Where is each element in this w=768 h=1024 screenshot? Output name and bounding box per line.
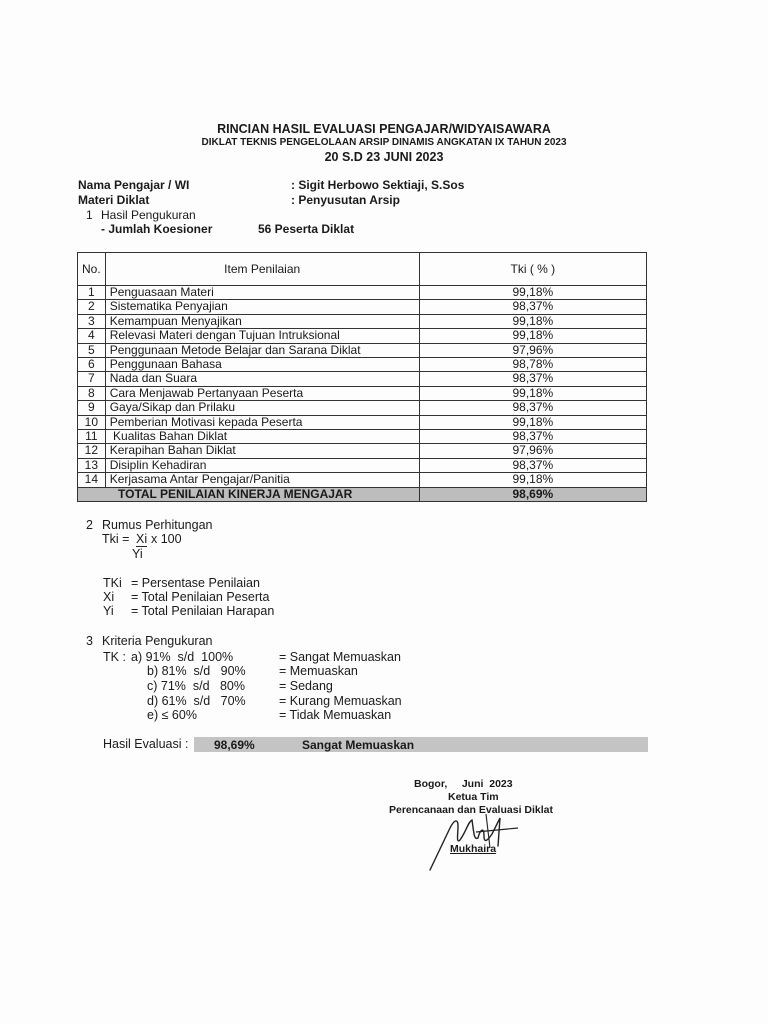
total-value: 98,69% xyxy=(419,487,646,501)
row-tki: 97,96% xyxy=(419,343,646,357)
legend-sym-0: TKi xyxy=(103,576,122,590)
row-number: 10 xyxy=(78,415,106,429)
formula-suffix: x 100 xyxy=(151,532,182,546)
handwritten-signature xyxy=(428,800,538,875)
col-tki-header: Tki ( % ) xyxy=(419,253,646,286)
row-number: 12 xyxy=(78,444,106,458)
signature-name: Mukhaira xyxy=(450,843,497,855)
table-row xyxy=(78,444,647,458)
legend-sym-2: Yi xyxy=(103,604,114,618)
row-item: Kemampuan Menyajikan xyxy=(105,314,419,328)
row-tki: 99,18% xyxy=(419,473,646,487)
row-number: 7 xyxy=(78,372,106,386)
row-tki: 98,37% xyxy=(419,458,646,472)
criteria-result-2: = Sedang xyxy=(279,679,333,693)
row-item: Cara Menjawab Pertanyaan Peserta xyxy=(105,386,419,400)
signature-role: Ketua Tim xyxy=(448,791,499,803)
section3-title: Kriteria Pengukuran xyxy=(102,634,213,648)
row-item: Disiplin Kehadiran xyxy=(105,458,419,472)
doc-title: RINCIAN HASIL EVALUASI PENGAJAR/WIDYAISAWARA xyxy=(217,122,551,136)
row-item: Kerapihan Bahan Diklat xyxy=(105,444,419,458)
legend-sym-1: Xi xyxy=(103,590,115,604)
row-item: Relevasi Materi dengan Tujuan Intruksional xyxy=(105,329,419,343)
kuesioner-label: - Jumlah Koesioner xyxy=(101,222,213,236)
row-tki: 98,37% xyxy=(419,401,646,415)
row-item: Penggunaan Bahasa xyxy=(105,358,419,372)
section1-number: 1 xyxy=(86,208,93,222)
row-tki: 98,37% xyxy=(419,430,646,444)
col-no-header: No. xyxy=(78,253,106,286)
tk-label: TK : xyxy=(103,650,126,664)
table-body xyxy=(78,286,647,502)
row-item: Pemberian Motivasi kepada Peserta xyxy=(105,415,419,429)
row-item: Kualitas Bahan Diklat xyxy=(105,430,419,444)
legend-desc-1: = Total Penilaian Peserta xyxy=(131,590,270,604)
hasil-label: Hasil Evaluasi : xyxy=(103,737,189,751)
doc-date: 20 S.D 23 JUNI 2023 xyxy=(324,150,444,164)
doc-subtitle: DIKLAT TEKNIS PENGELOLAAN ARSIP DINAMIS ANGKATAN IX TAHUN 2023 xyxy=(201,137,567,148)
row-tki: 99,18% xyxy=(419,286,646,300)
materi-label: Materi Diklat xyxy=(78,193,150,207)
row-number: 1 xyxy=(78,286,106,300)
row-tki: 99,18% xyxy=(419,415,646,429)
criteria-result-1: = Memuaskan xyxy=(279,664,358,678)
table-row xyxy=(78,358,647,372)
table-row xyxy=(78,372,647,386)
hasil-highlight-bar xyxy=(194,737,648,752)
criteria-range-2: c) 71% s/d 80% xyxy=(147,679,245,693)
materi-value: : Penyusutan Arsip xyxy=(291,193,400,207)
criteria-result-0: = Sangat Memuaskan xyxy=(279,650,401,664)
row-number: 5 xyxy=(78,343,106,357)
section2-title: Rumus Perhitungan xyxy=(102,518,213,532)
table-row xyxy=(78,430,647,444)
hasil-value: 98,69% xyxy=(214,738,255,752)
row-tki: 98,37% xyxy=(419,372,646,386)
table-row xyxy=(78,329,647,343)
row-item: Gaya/Sikap dan Prilaku xyxy=(105,401,419,415)
table-row xyxy=(78,343,647,357)
row-number: 2 xyxy=(78,300,106,314)
total-row xyxy=(78,487,647,501)
row-item: Kerjasama Antar Pengajar/Panitia xyxy=(105,473,419,487)
row-tki: 97,96% xyxy=(419,444,646,458)
table-row xyxy=(78,300,647,314)
criteria-range-4: e) ≤ 60% xyxy=(147,708,197,722)
table-row xyxy=(78,401,647,415)
row-tki: 99,18% xyxy=(419,386,646,400)
row-number: 11 xyxy=(78,430,106,444)
formula-numerator: Xi xyxy=(136,532,148,546)
table-row xyxy=(78,286,647,300)
section3-number: 3 xyxy=(86,634,93,648)
evaluation-table xyxy=(77,252,647,502)
kuesioner-value: 56 Peserta Diklat xyxy=(258,222,355,236)
row-tki: 99,18% xyxy=(419,329,646,343)
row-number: 3 xyxy=(78,314,106,328)
row-number: 14 xyxy=(78,473,106,487)
row-item: Sistematika Penyajian xyxy=(105,300,419,314)
total-label: TOTAL PENILAIAN KINERJA MENGAJAR xyxy=(78,487,420,501)
row-item: Nada dan Suara xyxy=(105,372,419,386)
criteria-result-3: = Kurang Memuaskan xyxy=(279,694,402,708)
row-number: 9 xyxy=(78,401,106,415)
legend-desc-0: = Persentase Penilaian xyxy=(131,576,260,590)
table-header-row xyxy=(78,253,647,286)
row-number: 8 xyxy=(78,386,106,400)
row-number: 4 xyxy=(78,329,106,343)
section2-number: 2 xyxy=(86,518,93,532)
table-row xyxy=(78,473,647,487)
row-tki: 98,37% xyxy=(419,300,646,314)
row-number: 6 xyxy=(78,358,106,372)
criteria-range-3: d) 61% s/d 70% xyxy=(147,694,246,708)
table-row xyxy=(78,415,647,429)
row-number: 13 xyxy=(78,458,106,472)
section1-title: Hasil Pengukuran xyxy=(101,208,196,222)
formula-denominator: Yi xyxy=(132,547,143,561)
criteria-range-0: a) 91% s/d 100% xyxy=(131,650,234,664)
pengajar-label: Nama Pengajar / WI xyxy=(78,178,190,192)
table-row xyxy=(78,386,647,400)
row-tki: 99,18% xyxy=(419,314,646,328)
signature-place-date: Bogor, Juni 2023 xyxy=(414,778,513,790)
criteria-range-1: b) 81% s/d 90% xyxy=(147,664,246,678)
legend-desc-2: = Total Penilaian Harapan xyxy=(131,604,275,618)
criteria-result-4: = Tidak Memuaskan xyxy=(279,708,392,722)
col-item-header: Item Penilaian xyxy=(105,253,419,286)
table-row xyxy=(78,458,647,472)
row-tki: 98,78% xyxy=(419,358,646,372)
pengajar-value: : Sigit Herbowo Sektiaji, S.Sos xyxy=(291,178,465,192)
row-item: Penggunaan Metode Belajar dan Sarana Diklat xyxy=(105,343,419,357)
signature-unit: Perencanaan dan Evaluasi Diklat xyxy=(389,804,553,816)
hasil-result: Sangat Memuaskan xyxy=(302,738,415,752)
table-row xyxy=(78,314,647,328)
formula-prefix: Tki = xyxy=(102,532,130,546)
row-item: Penguasaan Materi xyxy=(105,286,419,300)
